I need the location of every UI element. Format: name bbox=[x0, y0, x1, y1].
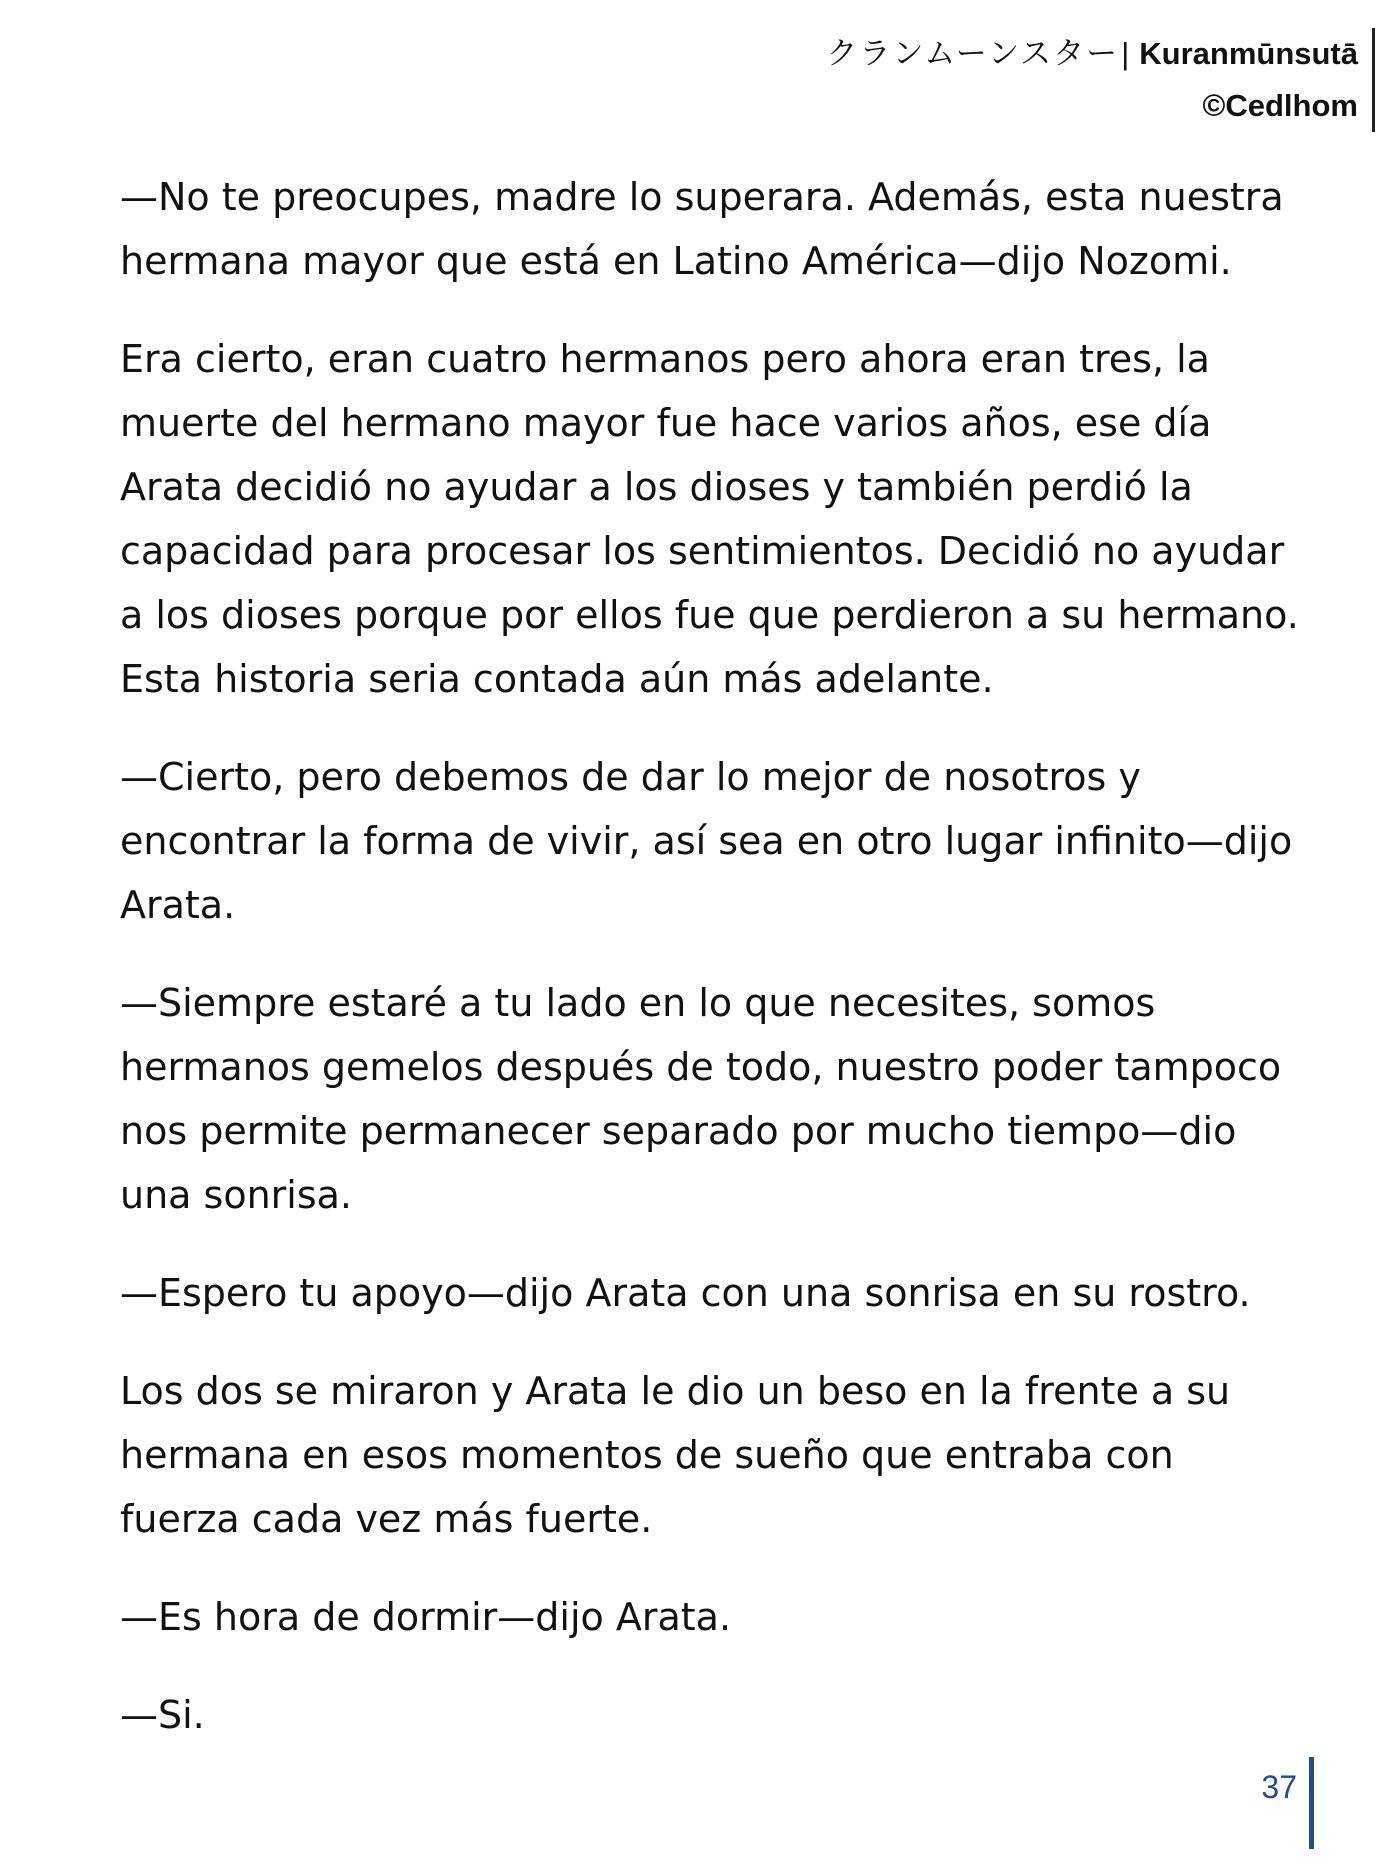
paragraph: —No te preocupes, madre lo superara. Además, esta nuestra hermana mayor que está en Latino América—dijo Nozomi. bbox=[120, 175, 1284, 283]
header-title-japanese: クランムーンスター bbox=[826, 36, 1120, 72]
page-footer bbox=[1261, 1757, 1314, 1849]
paragraph: —Es hora de dormir—dijo Arata. bbox=[120, 1595, 732, 1639]
paragraph: —Si. bbox=[120, 1693, 205, 1737]
page-body bbox=[120, 165, 1300, 1781]
header-separator: | bbox=[1121, 36, 1130, 71]
header-title-romaji: Kuranmūnsutā bbox=[1139, 36, 1358, 71]
paragraph: —Siempre estaré a tu lado en lo que necesites, somos hermanos gemelos después de todo, nuestro poder tampoco nos permite permanecer separado por mucho tiempo—dio una sonrisa. bbox=[120, 981, 1282, 1217]
paragraph: Era cierto, eran cuatro hermanos pero ahora eran tres, la muerte del hermano mayor fue hace varios años, ese día Arata decidió no ayudar a los dioses y también perdió la capacidad para procesar los sentimientos. Decidió no ayudar a los dioses porque por ellos fue que perdieron a su hermano. Esta historia seria contada aún más adelante. bbox=[120, 337, 1299, 701]
page-number-rule bbox=[1309, 1757, 1314, 1849]
page-header bbox=[827, 28, 1375, 132]
page-number: 37 bbox=[1261, 1769, 1297, 1805]
header-copyright: ©Cedlhom bbox=[1202, 88, 1358, 123]
paragraph: Los dos se miraron y Arata le dio un beso en la frente a su hermana en esos momentos de sueño que entraba con fuerza cada vez más fuerte. bbox=[120, 1369, 1231, 1541]
paragraph: —Cierto, pero debemos de dar lo mejor de nosotros y encontrar la forma de vivir, así sea en otro lugar infinito—dijo Arata. bbox=[120, 755, 1293, 927]
header-vertical-rule bbox=[1372, 28, 1375, 132]
header-text bbox=[827, 28, 1372, 132]
paragraph: —Espero tu apoyo—dijo Arata con una sonrisa en su rostro. bbox=[120, 1271, 1251, 1315]
header-title-line bbox=[827, 28, 1358, 80]
